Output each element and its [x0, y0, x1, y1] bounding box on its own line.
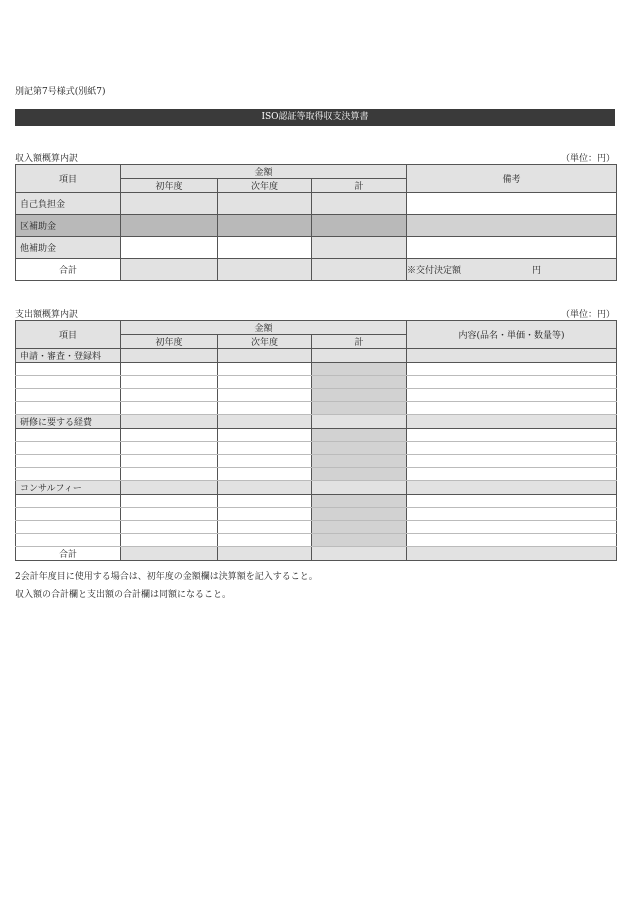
category-cell [121, 415, 218, 429]
entry-next-year[interactable] [218, 363, 312, 376]
entry-first-year[interactable] [121, 363, 218, 376]
category-cell [312, 481, 407, 495]
category-cell [407, 349, 617, 363]
income-unit-label: （単位：円） [560, 154, 615, 164]
income-cell-first-year[interactable] [121, 193, 218, 215]
expense-category-label: コンサルフィー [16, 481, 121, 495]
entry-next-year[interactable] [218, 455, 312, 468]
income-header-amount: 金額 [121, 165, 407, 179]
income-row-other-subsidy [16, 237, 617, 259]
entry-total [312, 495, 407, 508]
category-cell [407, 481, 617, 495]
income-cell-first-year[interactable] [121, 215, 218, 237]
entry-total [312, 508, 407, 521]
entry-next-year[interactable] [218, 468, 312, 481]
entry-next-year[interactable] [218, 402, 312, 415]
entry-item[interactable] [16, 521, 121, 534]
entry-item[interactable] [16, 534, 121, 547]
entry-total [312, 389, 407, 402]
income-section-title: 収入額概算内訳 [15, 154, 79, 164]
entry-content[interactable] [407, 389, 617, 402]
entry-content[interactable] [407, 455, 617, 468]
income-header-item: 項目 [16, 165, 121, 193]
entry-first-year[interactable] [121, 442, 218, 455]
income-row-ward-subsidy [16, 215, 617, 237]
expense-entry-row [16, 376, 617, 389]
entry-content[interactable] [407, 363, 617, 376]
expense-entry-row [16, 442, 617, 455]
income-row-self-funding [16, 193, 617, 215]
entry-item[interactable] [16, 442, 121, 455]
expense-header-item: 項目 [16, 321, 121, 349]
category-cell [407, 415, 617, 429]
entry-first-year[interactable] [121, 521, 218, 534]
entry-next-year[interactable] [218, 429, 312, 442]
form-number: 別記第7号様式(別紙7) [15, 87, 106, 97]
entry-content[interactable] [407, 442, 617, 455]
income-total-label: 合計 [16, 259, 121, 281]
expense-entry-row [16, 468, 617, 481]
entry-next-year[interactable] [218, 495, 312, 508]
expense-entry-row [16, 389, 617, 402]
expense-header-total: 計 [312, 335, 407, 349]
expense-total-first-year [121, 547, 218, 561]
category-cell [312, 349, 407, 363]
expense-entry-row [16, 455, 617, 468]
category-cell [121, 349, 218, 363]
expense-category-row [16, 415, 617, 429]
income-table [15, 164, 617, 281]
note-second: 収入額の合計欄と支出額の合計欄は同額になること。 [15, 590, 232, 600]
expense-header-content: 内容(品名・単価・数量等) [407, 321, 617, 349]
category-cell [218, 415, 312, 429]
entry-content[interactable] [407, 521, 617, 534]
income-header-total: 計 [312, 179, 407, 193]
expense-entry-row [16, 521, 617, 534]
income-total-total [312, 259, 407, 281]
entry-content[interactable] [407, 468, 617, 481]
entry-content[interactable] [407, 429, 617, 442]
entry-first-year[interactable] [121, 534, 218, 547]
entry-content[interactable] [407, 534, 617, 547]
expense-category-label: 研修に要する経費 [16, 415, 121, 429]
expense-entry-row [16, 508, 617, 521]
entry-first-year[interactable] [121, 495, 218, 508]
income-header-remarks: 備考 [407, 165, 617, 193]
income-header-first-year: 初年度 [121, 179, 218, 193]
entry-total [312, 534, 407, 547]
expense-entry-row [16, 429, 617, 442]
note-first: 2会計年度目に使用する場合は、初年度の金額欄は決算額を記入すること。 [15, 572, 318, 582]
income-cell-remarks[interactable] [407, 237, 617, 259]
entry-item[interactable] [16, 495, 121, 508]
entry-item[interactable] [16, 363, 121, 376]
grant-decision-note: ※交付決定額 [407, 266, 462, 276]
category-cell [218, 349, 312, 363]
entry-first-year[interactable] [121, 429, 218, 442]
expense-entry-row [16, 534, 617, 547]
entry-first-year[interactable] [121, 389, 218, 402]
entry-item[interactable] [16, 455, 121, 468]
expense-entry-row [16, 495, 617, 508]
category-cell [121, 481, 218, 495]
entry-total [312, 363, 407, 376]
income-cell-remarks[interactable] [407, 193, 617, 215]
income-cell-remarks[interactable] [407, 215, 617, 237]
entry-content[interactable] [407, 495, 617, 508]
entry-next-year[interactable] [218, 376, 312, 389]
entry-total [312, 442, 407, 455]
expense-header-first-year: 初年度 [121, 335, 218, 349]
entry-item[interactable] [16, 508, 121, 521]
grant-yen-unit: 円 [532, 266, 542, 276]
expense-unit-label: （単位：円） [560, 310, 615, 320]
income-cell-next-year[interactable] [218, 215, 312, 237]
expense-entry-row [16, 363, 617, 376]
entry-next-year[interactable] [218, 508, 312, 521]
expense-table [15, 320, 617, 561]
entry-first-year[interactable] [121, 402, 218, 415]
income-cell-total [312, 237, 407, 259]
expense-total-next-year [218, 547, 312, 561]
entry-item[interactable] [16, 468, 121, 481]
income-cell-total [312, 215, 407, 237]
category-cell [312, 415, 407, 429]
expense-total-label: 合計 [16, 547, 121, 561]
entry-total [312, 468, 407, 481]
entry-total [312, 429, 407, 442]
entry-content[interactable] [407, 376, 617, 389]
entry-next-year[interactable] [218, 521, 312, 534]
income-cell-first-year[interactable] [121, 237, 218, 259]
income-cell-next-year[interactable] [218, 193, 312, 215]
income-row-label: 区補助金 [16, 215, 121, 237]
expense-section-header [15, 307, 615, 319]
expense-section-title: 支出額概算内訳 [15, 310, 79, 320]
entry-first-year[interactable] [121, 508, 218, 521]
entry-first-year[interactable] [121, 376, 218, 389]
entry-item[interactable] [16, 402, 121, 415]
entry-total [312, 455, 407, 468]
category-cell [218, 481, 312, 495]
entry-next-year[interactable] [218, 534, 312, 547]
income-row-total [16, 259, 617, 281]
grant-decision-cell [407, 259, 617, 281]
entry-next-year[interactable] [218, 442, 312, 455]
entry-content[interactable] [407, 402, 617, 415]
expense-total-row [16, 547, 617, 561]
expense-entry-row [16, 402, 617, 415]
entry-item[interactable] [16, 429, 121, 442]
expense-total-total [312, 547, 407, 561]
income-row-label: 他補助金 [16, 237, 121, 259]
entry-total [312, 376, 407, 389]
income-section-header [15, 151, 615, 163]
income-header-next-year: 次年度 [218, 179, 312, 193]
expense-category-label: 申請・審査・登録料 [16, 349, 121, 363]
income-row-label: 自己負担金 [16, 193, 121, 215]
expense-category-row [16, 481, 617, 495]
expense-category-row [16, 349, 617, 363]
expense-header-next-year: 次年度 [218, 335, 312, 349]
entry-content[interactable] [407, 508, 617, 521]
entry-item[interactable] [16, 376, 121, 389]
income-total-next-year [218, 259, 312, 281]
entry-first-year[interactable] [121, 455, 218, 468]
expense-total-content [407, 547, 617, 561]
income-cell-total [312, 193, 407, 215]
expense-header-amount: 金額 [121, 321, 407, 335]
entry-next-year[interactable] [218, 389, 312, 402]
entry-item[interactable] [16, 389, 121, 402]
entry-total [312, 521, 407, 534]
income-cell-next-year[interactable] [218, 237, 312, 259]
income-total-first-year [121, 259, 218, 281]
entry-first-year[interactable] [121, 468, 218, 481]
document-title: ISO認証等取得収支決算書 [15, 109, 615, 126]
entry-total [312, 402, 407, 415]
